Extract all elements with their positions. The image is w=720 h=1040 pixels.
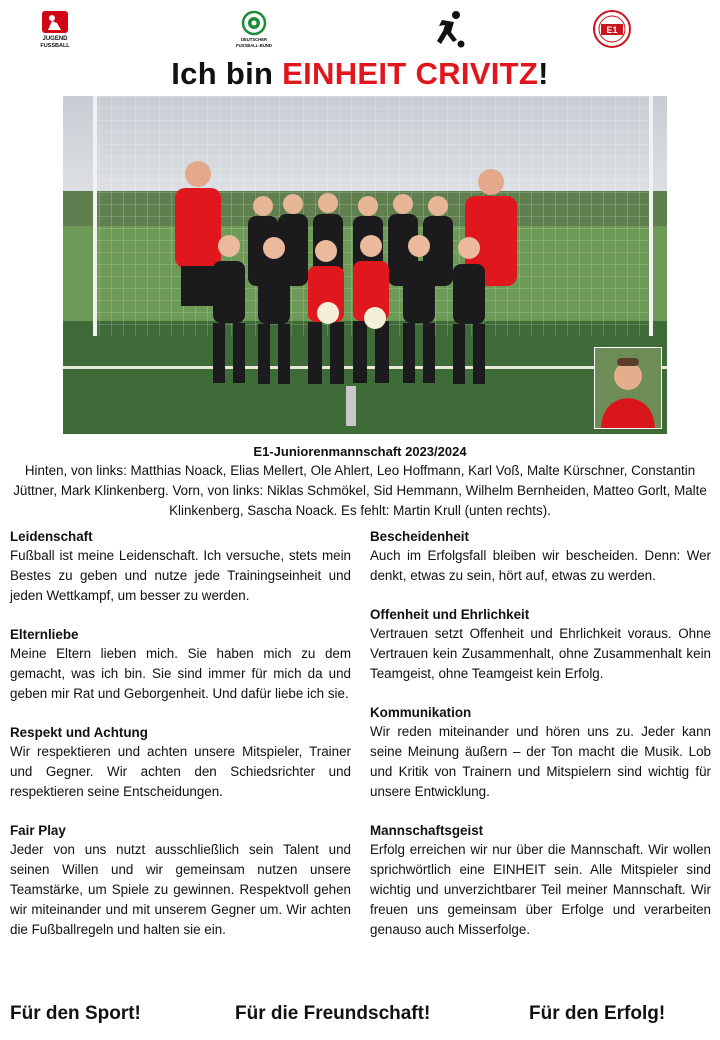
- dfb-logo: [228, 10, 280, 50]
- section-text: Auch im Erfolgsfall bleiben wir bescheiden. Denn: Wer denkt, etwas zu sein, hört auf, etwas zu werden.: [370, 548, 711, 583]
- values-right-column: [370, 528, 711, 960]
- section-respekt: [10, 724, 351, 802]
- footer-slogan-freundschaft: Für die Freundschaft!: [235, 1003, 431, 1024]
- bundesliga-jugend-logo: [38, 10, 72, 48]
- team-photo: [63, 96, 667, 434]
- section-heading: Offenheit und Ehrlichkeit: [370, 607, 530, 622]
- section-offenheit: [370, 606, 711, 684]
- section-text: Vertrauen setzt Offenheit und Ehrlichkeit voraus. Ohne Vertrauen kein Zusammenhalt, ohne Zusammenhalt kein Teamgeist, ohne Teamgeist kein Erfolg.: [370, 626, 711, 681]
- section-text: Wir reden miteinander und hören uns zu. Jeder kann seine Meinung äußern – der Ton macht die Musik. Lob und Kritik von Trainern und Mitspielern sind wichtig für unsere Entwicklung.: [370, 724, 711, 799]
- section-text: Fußball ist meine Leidenschaft. Ich versuche, stets mein Bestes zu geben und nutze jede Trainingseinheit und jeden Wettkampf, um besser zu werden.: [10, 548, 351, 603]
- footer-slogan-sport: Für den Sport!: [10, 1003, 141, 1024]
- section-heading: Elternliebe: [10, 627, 79, 642]
- section-text: Meine Eltern lieben mich. Sie haben mich zu dem gemacht, was ich bin. Sie sind immer für mich da und geben mir Rat und Geborgenheit. Und dafür liebe ich sie.: [10, 646, 351, 701]
- section-heading: Bescheidenheit: [370, 529, 469, 544]
- section-bescheidenheit: [370, 528, 711, 586]
- soccer-player-icon: [430, 10, 468, 50]
- einheit-crivitz-club-logo: [593, 10, 631, 48]
- svg-text:E1: E1: [606, 25, 618, 35]
- svg-text:DEUTSCHER: DEUTSCHER: [240, 37, 268, 42]
- section-elternliebe: [10, 626, 351, 704]
- section-kommunikation: [370, 704, 711, 802]
- section-heading: Leidenschaft: [10, 529, 93, 544]
- section-fair-play: [10, 822, 351, 940]
- caption-title: E1-Juniorenmannschaft 2023/2024: [253, 444, 467, 459]
- page-title: Ich bin EINHEIT CRIVITZ!: [171, 56, 549, 91]
- section-mannschaftsgeist: [370, 822, 711, 940]
- inset-portrait-photo: [594, 347, 662, 429]
- values-left-column: [10, 528, 351, 960]
- section-leidenschaft: [10, 528, 351, 606]
- logo-line2: FUSSBALL: [40, 43, 70, 48]
- section-heading: Mannschaftsgeist: [370, 823, 484, 838]
- section-heading: Respekt und Achtung: [10, 725, 148, 740]
- section-heading: Kommunikation: [370, 705, 472, 720]
- section-heading: Fair Play: [10, 823, 66, 838]
- section-text: Jeder von uns nutzt ausschließlich sein Talent und seinen Willen und wir gemeinsam nutzen unsere Teamstärke, um Spiele zu gewinnen. Respektvoll gehen wir miteinander und mit unserem Gegner um. Wir achten die Fußballregeln und halten sie ein.: [10, 842, 351, 937]
- caption-text: Hinten, von links: Matthias Noack, Elias Mellert, Ole Ahlert, Leo Hoffmann, Karl Voß, Malte Kürschner, Constantin Jüttner, Mark Klinkenberg. Vorn, von links: Niklas Schmökel, Sid Hemmann, Wilhelm Bernheiden, Matteo Gorlt, Malte Klinkenberg, Sascha Noack. Es fehlt: Martin Krull (unten rechts).: [13, 463, 707, 518]
- footer-slogan-erfolg: Für den Erfolg!: [529, 1003, 666, 1024]
- logo-line1: JUGEND: [42, 36, 68, 42]
- section-text: Erfolg erreichen wir nur über die Mannschaft. Wir wollen sprichwörtlich eine EINHEIT sein. Alle Mitspieler sind wichtig und unverzichtbarer Teil meiner Mannschaft. Wir freuen uns gemeinsam über Erfolge und verarbeiten genauso auch Misserfolge.: [370, 842, 711, 937]
- section-text: Wir respektieren und achten unsere Mitspieler, Trainer und Gegner. Wir achten den Schiedsrichter und respektieren seine Entscheidungen.: [10, 744, 351, 799]
- svg-text:FUSSBALL-BUND: FUSSBALL-BUND: [236, 43, 272, 48]
